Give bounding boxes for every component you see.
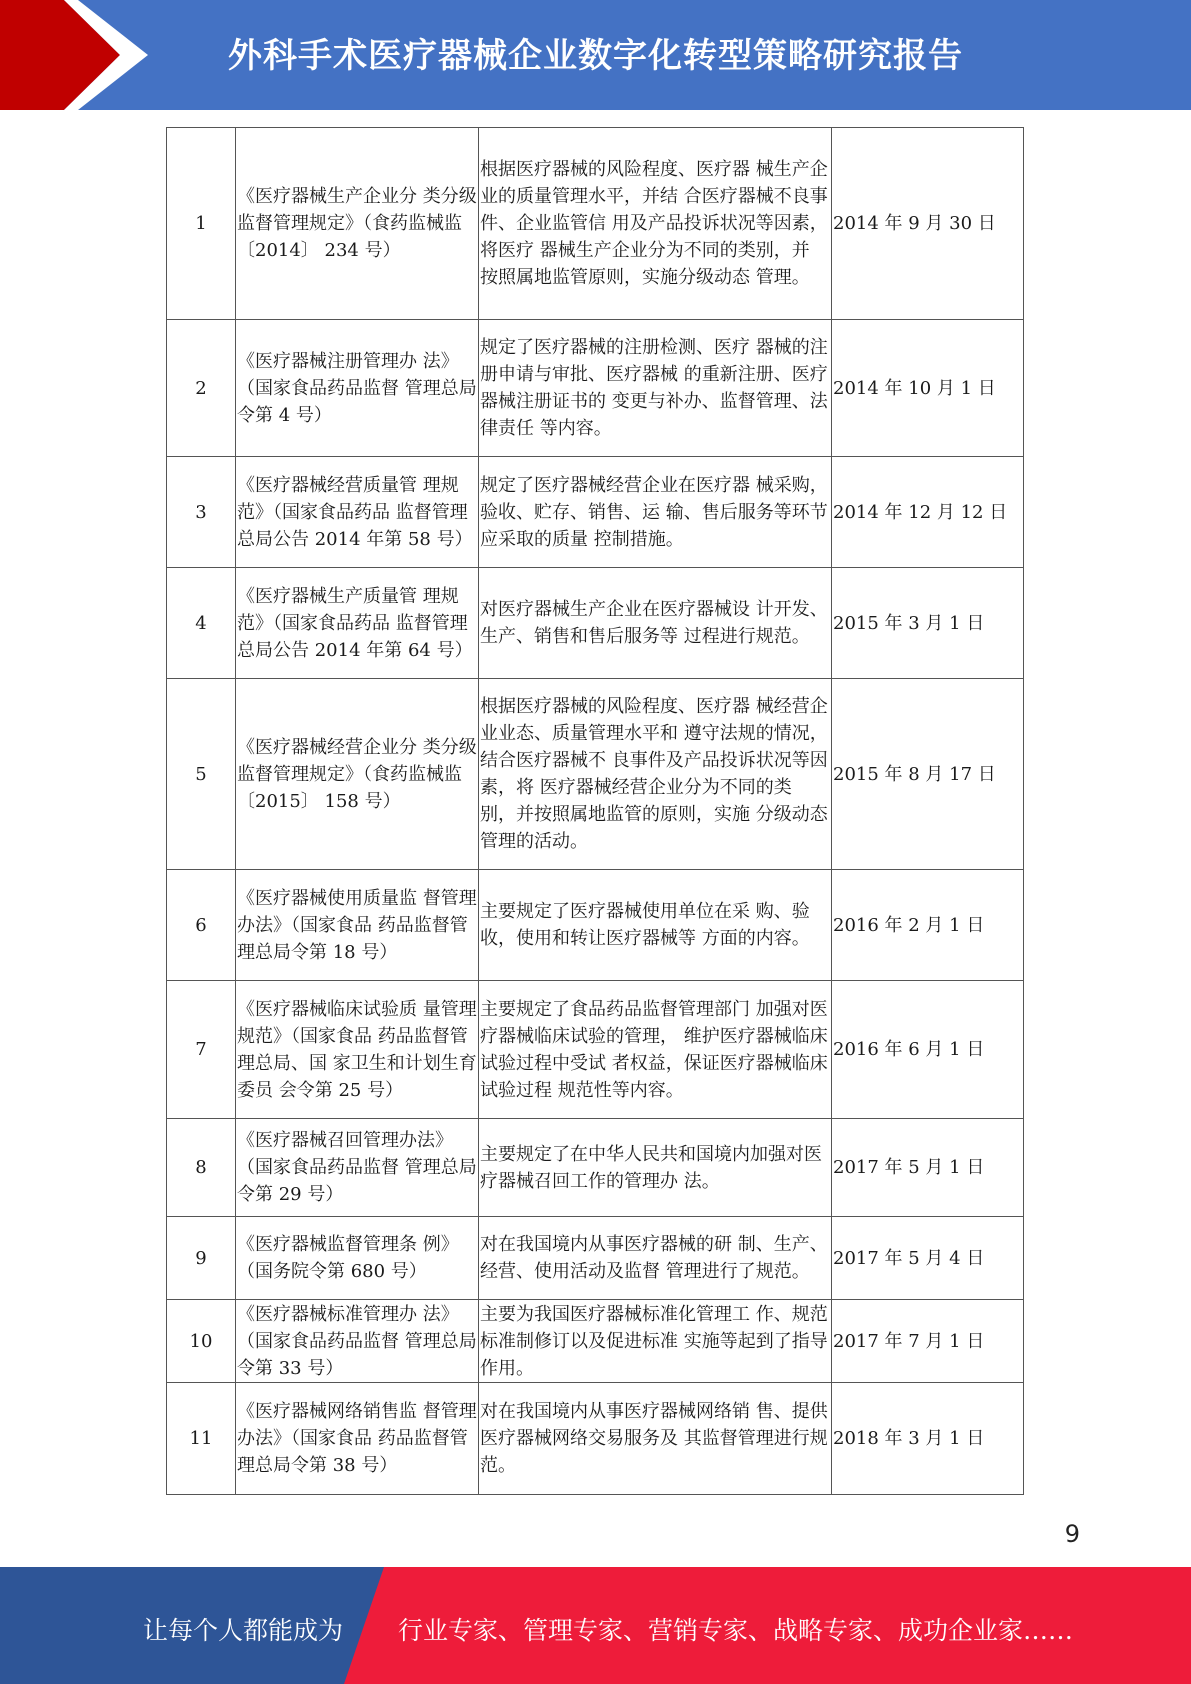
table-row <box>167 128 1024 320</box>
table-row <box>167 1217 1024 1300</box>
row-number: 1 <box>167 128 236 320</box>
regulation-name: 《医疗器械生产企业分 类分级监督管理规定》（食药监械监〔2014〕 234 号） <box>236 128 479 320</box>
footer-slogan-roles: 行业专家、管理专家、营销专家、战略专家、成功企业家…… <box>398 1616 1074 1645</box>
row-number: 10 <box>167 1300 236 1383</box>
table-row <box>167 457 1024 568</box>
regulation-name: 《医疗器械临床试验质 量管理规范》（国家食品 药品监督管理总局、国 家卫生和计划生育委员 会令第 25 号） <box>236 981 479 1119</box>
table-row <box>167 870 1024 981</box>
regulation-content: 主要为我国医疗器械标准化管理工 作、规范标准制修订以及促进标准 实施等起到了指导作用。 <box>479 1300 832 1383</box>
row-number: 2 <box>167 320 236 457</box>
row-number: 6 <box>167 870 236 981</box>
header-chevron-decoration <box>0 0 160 110</box>
footer-slogan-lead: 让每个人都能成为 <box>143 1616 344 1645</box>
regulation-name: 《医疗器械召回管理办法》（国家食品药品监督 管理总局令第 29 号） <box>236 1119 479 1217</box>
regulation-name: 《医疗器械网络销售监 督管理办法》（国家食品 药品监督管理总局令第 38 号） <box>236 1383 479 1495</box>
regulation-content: 规定了医疗器械的注册检测、医疗 器械的注册申请与审批、医疗器械 的重新注册、医疗器械注册证书的 变更与补办、监督管理、法律责任 等内容。 <box>479 320 832 457</box>
effective-date: 2018 年 3 月 1 日 <box>832 1383 1024 1495</box>
report-title: 外科手术医疗器械企业数字化转型策略研究报告 <box>228 36 963 76</box>
table-row <box>167 981 1024 1119</box>
regulation-content: 主要规定了在中华人民共和国境内加强对医疗器械召回工作的管理办 法。 <box>479 1119 832 1217</box>
effective-date: 2016 年 6 月 1 日 <box>832 981 1024 1119</box>
effective-date: 2014 年 9 月 30 日 <box>832 128 1024 320</box>
effective-date: 2017 年 7 月 1 日 <box>832 1300 1024 1383</box>
effective-date: 2017 年 5 月 1 日 <box>832 1119 1024 1217</box>
page-number: 9 <box>1064 1520 1080 1548</box>
effective-date: 2016 年 2 月 1 日 <box>832 870 1024 981</box>
table-row <box>167 679 1024 870</box>
regulation-content: 根据医疗器械的风险程度、医疗器 械生产企业的质量管理水平，并结 合医疗器械不良事件、企业监管信 用及产品投诉状况等因素，将医疗 器械生产企业分为不同的类别，并 按照属地监管原则，实施分级动态 管理。 <box>479 128 832 320</box>
table-row <box>167 1300 1024 1383</box>
effective-date: 2015 年 8 月 17 日 <box>832 679 1024 870</box>
table-row <box>167 1119 1024 1217</box>
row-number: 3 <box>167 457 236 568</box>
regulation-name: 《医疗器械注册管理办 法》（国家食品药品监督 管理总局令第 4 号） <box>236 320 479 457</box>
table-row <box>167 320 1024 457</box>
regulation-content: 对医疗器械生产企业在医疗器械设 计开发、生产、销售和售后服务等 过程进行规范。 <box>479 568 832 679</box>
effective-date: 2014 年 12 月 12 日 <box>832 457 1024 568</box>
regulation-content: 主要规定了食品药品监督管理部门 加强对医疗器械临床试验的管理， 维护医疗器械临床试验过程中受试 者权益，保证医疗器械临床试验过程 规范性等内容。 <box>479 981 832 1119</box>
regulation-name: 《医疗器械经营企业分 类分级监督管理规定》（食药监械监〔2015〕 158 号） <box>236 679 479 870</box>
regulation-content: 规定了医疗器械经营企业在医疗器 械采购，验收、贮存、销售、运 输、售后服务等环节应采取的质量 控制措施。 <box>479 457 832 568</box>
effective-date: 2015 年 3 月 1 日 <box>832 568 1024 679</box>
row-number: 8 <box>167 1119 236 1217</box>
regulation-name: 《医疗器械生产质量管 理规范》（国家食品药品 监督管理总局公告 2014 年第 64 号） <box>236 568 479 679</box>
regulations-table <box>166 127 1024 1495</box>
page-footer <box>0 1567 1191 1684</box>
regulation-name: 《医疗器械标准管理办 法》（国家食品药品监督 管理总局令第 33 号） <box>236 1300 479 1383</box>
regulation-content: 对在我国境内从事医疗器械网络销 售、提供医疗器械网络交易服务及 其监督管理进行规范。 <box>479 1383 832 1495</box>
effective-date: 2017 年 5 月 4 日 <box>832 1217 1024 1300</box>
row-number: 7 <box>167 981 236 1119</box>
table-row <box>167 1383 1024 1495</box>
regulation-content: 根据医疗器械的风险程度、医疗器 械经营企业业态、质量管理水平和 遵守法规的情况，结合医疗器械不 良事件及产品投诉状况等因素，将 医疗器械经营企业分为不同的类 别，并按照属地监管的原则，实施 分级动态管理的活动。 <box>479 679 832 870</box>
regulation-name: 《医疗器械监督管理条 例》（国务院令第 680 号） <box>236 1217 479 1300</box>
regulation-name: 《医疗器械经营质量管 理规范》（国家食品药品 监督管理总局公告 2014 年第 58 号） <box>236 457 479 568</box>
row-number: 5 <box>167 679 236 870</box>
row-number: 9 <box>167 1217 236 1300</box>
page-header <box>0 0 1191 110</box>
regulation-name: 《医疗器械使用质量监 督管理办法》（国家食品 药品监督管理总局令第 18 号） <box>236 870 479 981</box>
effective-date: 2014 年 10 月 1 日 <box>832 320 1024 457</box>
regulation-content: 对在我国境内从事医疗器械的研 制、生产、经营、使用活动及监督 管理进行了规范。 <box>479 1217 832 1300</box>
regulation-content: 主要规定了医疗器械使用单位在采 购、验收，使用和转让医疗器械等 方面的内容。 <box>479 870 832 981</box>
table-row <box>167 568 1024 679</box>
row-number: 11 <box>167 1383 236 1495</box>
row-number: 4 <box>167 568 236 679</box>
